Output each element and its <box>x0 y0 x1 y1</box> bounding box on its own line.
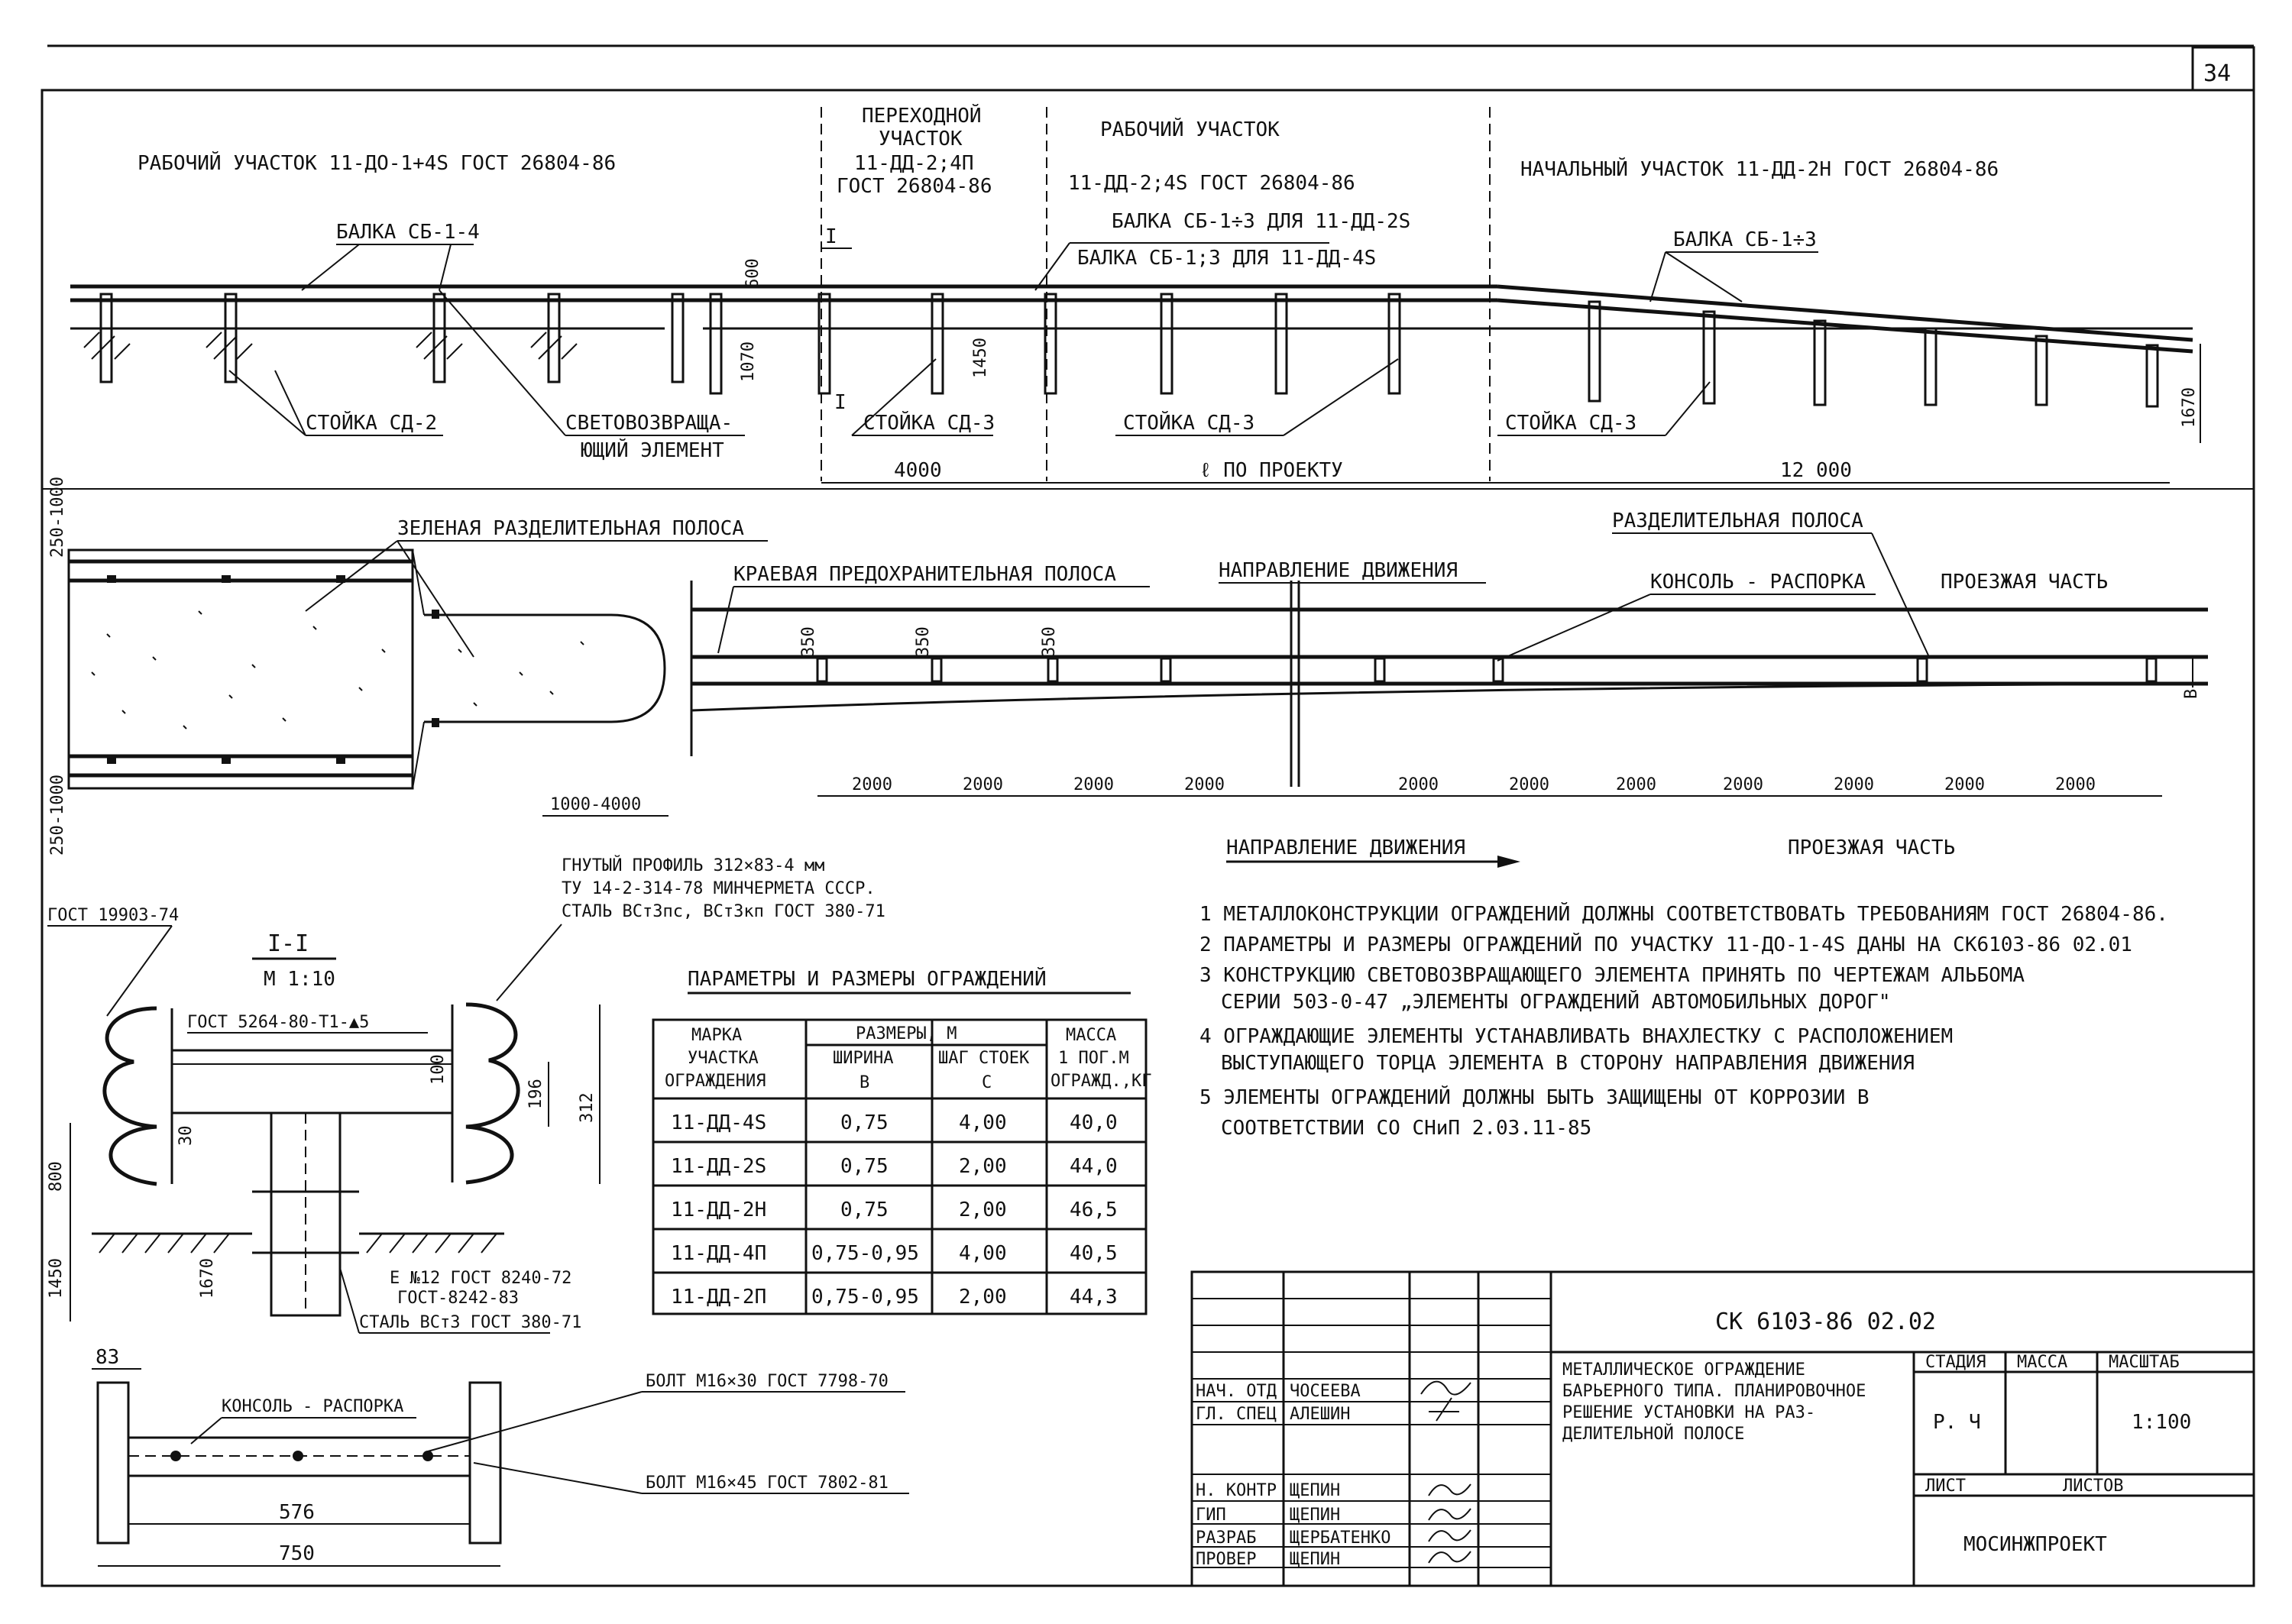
dim-top: 250-1000 <box>48 477 67 558</box>
sheet-number: 34 <box>2203 60 2232 87</box>
post-sd3 <box>1704 312 1714 403</box>
post-sd3 <box>2036 336 2047 405</box>
dim-section-800: 800 <box>47 1161 66 1192</box>
dim-section-196: 196 <box>526 1079 545 1109</box>
console-detail <box>92 1346 909 1566</box>
label-edge-strip: КРАЕВАЯ ПРЕДОХРАНИТЕЛЬНАЯ ПОЛОСА <box>733 563 1116 586</box>
post-sd3 <box>1276 294 1287 393</box>
svg-text:С: С <box>982 1073 992 1092</box>
svg-text:НАЧ. ОТД: НАЧ. ОТД <box>1196 1382 1277 1401</box>
svg-text:2000: 2000 <box>2055 775 2096 794</box>
drawing-title-line: БАРЬЕРНОГО ТИПА. ПЛАНИРОВОЧНОЕ <box>1562 1382 1866 1401</box>
section-title: I-I <box>267 930 309 957</box>
svg-text:ГЛ. СПЕЦ: ГЛ. СПЕЦ <box>1196 1405 1277 1424</box>
dim-detail-83: 83 <box>96 1346 120 1369</box>
section-label-working-2 <box>1068 117 1355 195</box>
section-mark-bottom: I <box>834 391 847 414</box>
svg-text:0,75: 0,75 <box>840 1111 889 1134</box>
dim-section-1450: 1450 <box>47 1258 66 1299</box>
section-label-initial: НАЧАЛЬНЫЙ УЧАСТОК 11-ДД-2Н ГОСТ 26804-86 <box>1520 158 1999 181</box>
svg-text:ЩЕПИН: ЩЕПИН <box>1290 1481 1341 1500</box>
svg-text:УЧАСТКА: УЧАСТКА <box>688 1049 759 1068</box>
drawing-title-line: РЕШЕНИЕ УСТАНОВКИ НА РАЗ- <box>1562 1403 1816 1422</box>
svg-text:46,5: 46,5 <box>1070 1199 1118 1221</box>
svg-text:1 ПОГ.М: 1 ПОГ.М <box>1058 1049 1129 1068</box>
svg-text:АЛЕШИН: АЛЕШИН <box>1290 1405 1351 1424</box>
note-line: 1 МЕТАЛЛОКОНСТРУКЦИИ ОГРАЖДЕНИЙ ДОЛЖНЫ СООТВЕТСТВОВАТЬ ТРЕБОВАНИЯМ ГОСТ 26804-86. <box>1199 903 2168 926</box>
notes <box>1199 901 2168 1140</box>
svg-text:11-ДД-4S: 11-ДД-4S <box>671 1111 767 1134</box>
dim-project: ℓ ПО ПРОЕКТУ <box>1199 459 1343 482</box>
svg-text:44,3: 44,3 <box>1070 1286 1118 1309</box>
plan-view <box>48 477 2208 868</box>
spacing-dims <box>852 775 2096 794</box>
svg-text:СТАЛЬ ВСт3 ГОСТ 380-71: СТАЛЬ ВСт3 ГОСТ 380-71 <box>359 1313 582 1332</box>
svg-text:11-ДД-2;4П: 11-ДД-2;4П <box>854 152 974 175</box>
scale-value: 1:100 <box>2132 1411 2192 1434</box>
col-sizes-header: РАЗМЕРЫ, М <box>856 1024 957 1043</box>
plan-post-row <box>817 658 2156 681</box>
label-carriageway-top: ПРОЕЗЖАЯ ЧАСТЬ <box>1941 571 2109 594</box>
col-width-header: ШИРИНА <box>833 1049 894 1068</box>
dim-b: В <box>2182 688 2201 699</box>
staff-row <box>1196 1382 1471 1401</box>
post-label-sd2: СТОЙКА СД-2 <box>306 412 438 435</box>
label-bolt-1: БОЛТ М16×30 ГОСТ 7798-70 <box>646 1372 889 1391</box>
svg-text:ЧОСЕЕВА: ЧОСЕЕВА <box>1290 1382 1361 1401</box>
staff-row <box>1196 1506 1471 1525</box>
svg-text:СТАЛЬ ВСт3пс, ВСт3кп ГОСТ 380-: СТАЛЬ ВСт3пс, ВСт3кп ГОСТ 380-71 <box>562 902 885 921</box>
svg-text:ТУ 14-2-314-78 МИНЧЕРМЕТА СССР: ТУ 14-2-314-78 МИНЧЕРМЕТА СССР. <box>562 879 876 898</box>
dim-section-100: 100 <box>429 1054 448 1085</box>
staff-row <box>1196 1529 1471 1548</box>
label-bolt-2: БОЛТ М16×45 ГОСТ 7802-81 <box>646 1474 889 1493</box>
svg-text:11-ДД-2П: 11-ДД-2П <box>671 1286 767 1309</box>
label-carriageway-bottom: ПРОЕЗЖАЯ ЧАСТЬ <box>1788 836 1956 859</box>
post-sd2 <box>549 294 559 382</box>
dim-section-1670: 1670 <box>198 1258 217 1299</box>
note-line: 5 ЭЛЕМЕНТЫ ОГРАЖДЕНИЙ ДОЛЖНЫ БЫТЬ ЗАЩИЩЕНЫ ОТ КОРРОЗИИ В <box>1199 1086 1870 1109</box>
post-label-sd3-b: СТОЙКА СД-3 <box>1123 412 1255 435</box>
spacing-label: 2000 <box>1944 775 1985 794</box>
stage-label: СТАДИЯ <box>1925 1353 1986 1372</box>
svg-text:СВЕТОВОЗВРАЩА-: СВЕТОВОЗВРАЩА- <box>565 412 733 435</box>
svg-text:Е №12 ГОСТ 8240-72: Е №12 ГОСТ 8240-72 <box>390 1269 572 1288</box>
spacing-label: 2000 <box>1509 775 1549 794</box>
elevation-view <box>70 103 2200 483</box>
post-sd3 <box>1925 328 1936 405</box>
spacing-label: 2000 <box>963 775 1003 794</box>
svg-text:0,75: 0,75 <box>840 1155 889 1178</box>
svg-text:УЧАСТОК: УЧАСТОК <box>879 128 963 150</box>
svg-text:ЮЩИЙ ЭЛЕМЕНТ: ЮЩИЙ ЭЛЕМЕНТ <box>581 439 724 462</box>
staff-row <box>1196 1550 1471 1569</box>
label-divider: РАЗДЕЛИТЕЛЬНАЯ ПОЛОСА <box>1612 510 1863 532</box>
svg-text:44,0: 44,0 <box>1070 1155 1118 1178</box>
params-table-title: ПАРАМЕТРЫ И РАЗМЕРЫ ОГРАЖДЕНИЙ <box>688 968 1047 991</box>
dim-350-b: 350 <box>914 626 933 657</box>
table-row <box>671 1155 1118 1178</box>
note-line: ВЫСТУПАЮЩЕГО ТОРЦА ЭЛЕМЕНТА В СТОРОНУ НАПРАВЛЕНИЯ ДВИЖЕНИЯ <box>1221 1052 1915 1075</box>
spacing-label: 2000 <box>1834 775 1874 794</box>
svg-text:40,5: 40,5 <box>1070 1242 1118 1265</box>
posts-sd2 <box>84 294 683 382</box>
svg-text:11-ДД-2;4S ГОСТ 26804-86: 11-ДД-2;4S ГОСТ 26804-86 <box>1068 172 1355 195</box>
dim-width: 1000-4000 <box>550 795 642 814</box>
svg-text:Н. КОНТР: Н. КОНТР <box>1196 1481 1277 1500</box>
svg-text:ПЕРЕХОДНОЙ: ПЕРЕХОДНОЙ <box>862 105 982 128</box>
beam-label-1: БАЛКА СБ-1-4 <box>336 221 480 244</box>
spacing-label: 2000 <box>1616 775 1656 794</box>
scale-label: МАСШТАБ <box>2109 1353 2180 1372</box>
dim-detail-750: 750 <box>279 1542 315 1565</box>
drawing-title-line: МЕТАЛЛИЧЕСКОЕ ОГРАЖДЕНИЕ <box>1562 1360 1805 1380</box>
table-row <box>671 1199 1118 1221</box>
post-sd3 <box>1814 321 1825 405</box>
label-green-strip: ЗЕЛЕНАЯ РАЗДЕЛИТЕЛЬНАЯ ПОЛОСА <box>397 517 744 540</box>
svg-text:2,00: 2,00 <box>959 1199 1007 1221</box>
table-row <box>671 1286 1118 1309</box>
svg-text:ГНУТЫЙ ПРОФИЛЬ 312×83-4 мм: ГНУТЫЙ ПРОФИЛЬ 312×83-4 мм <box>562 856 825 875</box>
svg-text:11-ДД-2Н: 11-ДД-2Н <box>671 1199 767 1221</box>
svg-text:ОГРАЖДЕНИЯ: ОГРАЖДЕНИЯ <box>665 1072 766 1091</box>
sheet-frame <box>42 46 2254 1586</box>
dim-section-30: 30 <box>176 1125 196 1146</box>
section-label-working-1: РАБОЧИЙ УЧАСТОК 11-ДО-1+4S ГОСТ 26804-86 <box>138 152 617 175</box>
svg-text:4,00: 4,00 <box>959 1111 1007 1134</box>
sheet-label: ЛИСТ <box>1925 1477 1966 1496</box>
channel-label <box>340 1268 581 1333</box>
post-sd2 <box>672 294 683 382</box>
dim-12000: 12 000 <box>1780 459 1852 482</box>
beam-label-2: БАЛКА СБ-1÷3 ДЛЯ 11-ДД-2S <box>1112 210 1411 233</box>
svg-text:РАБОЧИЙ УЧАСТОК: РАБОЧИЙ УЧАСТОК <box>1100 118 1280 141</box>
spacing-label: 2000 <box>1398 775 1439 794</box>
note-line: 3 КОНСТРУКЦИЮ СВЕТОВОЗВРАЩАЮЩЕГО ЭЛЕМЕНТА ПРИНЯТЬ ПО ЧЕРТЕЖАМ АЛЬБОМА <box>1199 964 2025 987</box>
table-row <box>671 1242 1118 1265</box>
label-gost-5264: ГОСТ 5264-80-Т1-▲5 <box>187 1013 370 1032</box>
dim-1670: 1670 <box>2180 387 2199 428</box>
svg-text:В: В <box>860 1073 870 1092</box>
params-table <box>653 966 1151 1314</box>
svg-text:ГОСТ-8242-83: ГОСТ-8242-83 <box>397 1289 519 1308</box>
svg-text:ЩЕПИН: ЩЕПИН <box>1290 1550 1341 1569</box>
section-scale: М 1:10 <box>264 968 335 991</box>
svg-text:ПРОВЕР: ПРОВЕР <box>1196 1550 1257 1569</box>
spacing-label: 2000 <box>1184 775 1225 794</box>
drawing-title-line: ДЕЛИТЕЛЬНОЙ ПОЛОСЕ <box>1562 1425 1745 1444</box>
svg-text:ГИП: ГИП <box>1196 1506 1226 1525</box>
svg-text:0,75-0,95: 0,75-0,95 <box>811 1242 919 1265</box>
note-line: СЕРИИ 503-0-47 „ЭЛЕМЕНТЫ ОГРАЖДЕНИЙ АВТОМОБИЛЬНЫХ ДОРОГ" <box>1221 991 1891 1014</box>
post-label-sd3-c: СТОЙКА СД-3 <box>1505 412 1637 435</box>
spacing-label: 2000 <box>1073 775 1114 794</box>
svg-text:40,0: 40,0 <box>1070 1111 1118 1134</box>
post-label-sd3-a: СТОЙКА СД-3 <box>863 412 995 435</box>
post-sd3 <box>1389 294 1400 393</box>
col-mark-header: МАРКА <box>691 1026 743 1045</box>
beam-label-4: БАЛКА СБ-1÷3 <box>1673 228 1817 251</box>
posts-sd3 <box>711 294 2158 406</box>
note-line: 2 ПАРАМЕТРЫ И РАЗМЕРЫ ОГРАЖДЕНИЙ ПО УЧАСТКУ 11-ДО-1-4S ДАНЫ НА СК6103-86 02.01 <box>1199 933 2132 956</box>
beam-label-3: БАЛКА СБ-1;3 ДЛЯ 11-ДД-4S <box>1077 247 1377 270</box>
dim-600: 600 <box>743 258 762 289</box>
svg-text:ЩЕРБАТЕНКО: ЩЕРБАТЕНКО <box>1290 1529 1391 1548</box>
organization: МОСИНЖПРОЕКТ <box>1963 1533 2107 1556</box>
dim-350-a: 350 <box>799 626 818 657</box>
staff-row <box>1196 1481 1471 1500</box>
dim-1070: 1070 <box>739 341 758 382</box>
post-sd3 <box>1161 294 1172 393</box>
post-sd3 <box>2147 345 2158 406</box>
dim-4000: 4000 <box>894 459 942 482</box>
post-sd3 <box>932 294 943 393</box>
post-sd3 <box>1589 302 1600 401</box>
label-direction-top: НАПРАВЛЕНИЕ ДВИЖЕНИЯ <box>1219 559 1458 582</box>
label-direction-bottom: НАПРАВЛЕНИЕ ДВИЖЕНИЯ <box>1226 836 1466 859</box>
post-sd2 <box>101 294 112 382</box>
section-label-transition <box>837 103 992 198</box>
svg-text:11-ДД-2S: 11-ДД-2S <box>671 1155 767 1178</box>
label-console-detail: КОНСОЛЬ - РАСПОРКА <box>222 1397 404 1416</box>
dim-detail-576: 576 <box>279 1501 315 1524</box>
post-sd2 <box>434 294 445 382</box>
dim-1450: 1450 <box>971 338 990 378</box>
stage-value: Р. Ч <box>1933 1411 1981 1434</box>
svg-text:11-ДД-4П: 11-ДД-4П <box>671 1242 767 1265</box>
svg-text:ОГРАЖД.,КГ: ОГРАЖД.,КГ <box>1050 1072 1152 1091</box>
note-line: 4 ОГРАЖДАЮЩИЕ ЭЛЕМЕНТЫ УСТАНАВЛИВАТЬ ВНАХЛЕСТКУ С РАСПОЛОЖЕНИЕМ <box>1199 1025 1954 1048</box>
dim-350-c: 350 <box>1040 626 1059 657</box>
spacing-label: 2000 <box>1723 775 1763 794</box>
label-console: КОНСОЛЬ - РАСПОРКА <box>1650 571 1866 594</box>
svg-text:0,75-0,95: 0,75-0,95 <box>811 1286 919 1309</box>
sheet-code: СК 6103-86 02.02 <box>1715 1309 1936 1335</box>
col-step-header: ШАГ СТОЕК <box>938 1049 1030 1068</box>
svg-text:РАЗРАБ: РАЗРАБ <box>1196 1529 1257 1548</box>
sheets-label: ЛИСТОВ <box>2063 1477 2124 1496</box>
col-mass-header: МАССА <box>1066 1026 1117 1045</box>
dim-section-312: 312 <box>578 1092 597 1123</box>
label-gost-19903: ГОСТ 19903-74 <box>47 906 180 925</box>
svg-text:ГОСТ 26804-86: ГОСТ 26804-86 <box>837 175 992 198</box>
svg-text:0,75: 0,75 <box>840 1199 889 1221</box>
svg-text:4,00: 4,00 <box>959 1242 1007 1265</box>
table-row <box>671 1111 1118 1134</box>
svg-text:ЩЕПИН: ЩЕПИН <box>1290 1506 1341 1525</box>
dim-bottom: 250-1000 <box>48 775 67 856</box>
spacing-label: 2000 <box>852 775 892 794</box>
mass-label: МАССА <box>2017 1353 2068 1372</box>
svg-text:2,00: 2,00 <box>959 1155 1007 1178</box>
note-line: СООТВЕТСТВИИ СО СНиП 2.03.11-85 <box>1221 1117 1592 1140</box>
svg-text:2,00: 2,00 <box>959 1286 1007 1309</box>
reflector-label <box>439 290 745 462</box>
post-sd3 <box>711 294 721 393</box>
title-block <box>1192 1272 2254 1586</box>
section-mark-top: I <box>825 225 837 248</box>
